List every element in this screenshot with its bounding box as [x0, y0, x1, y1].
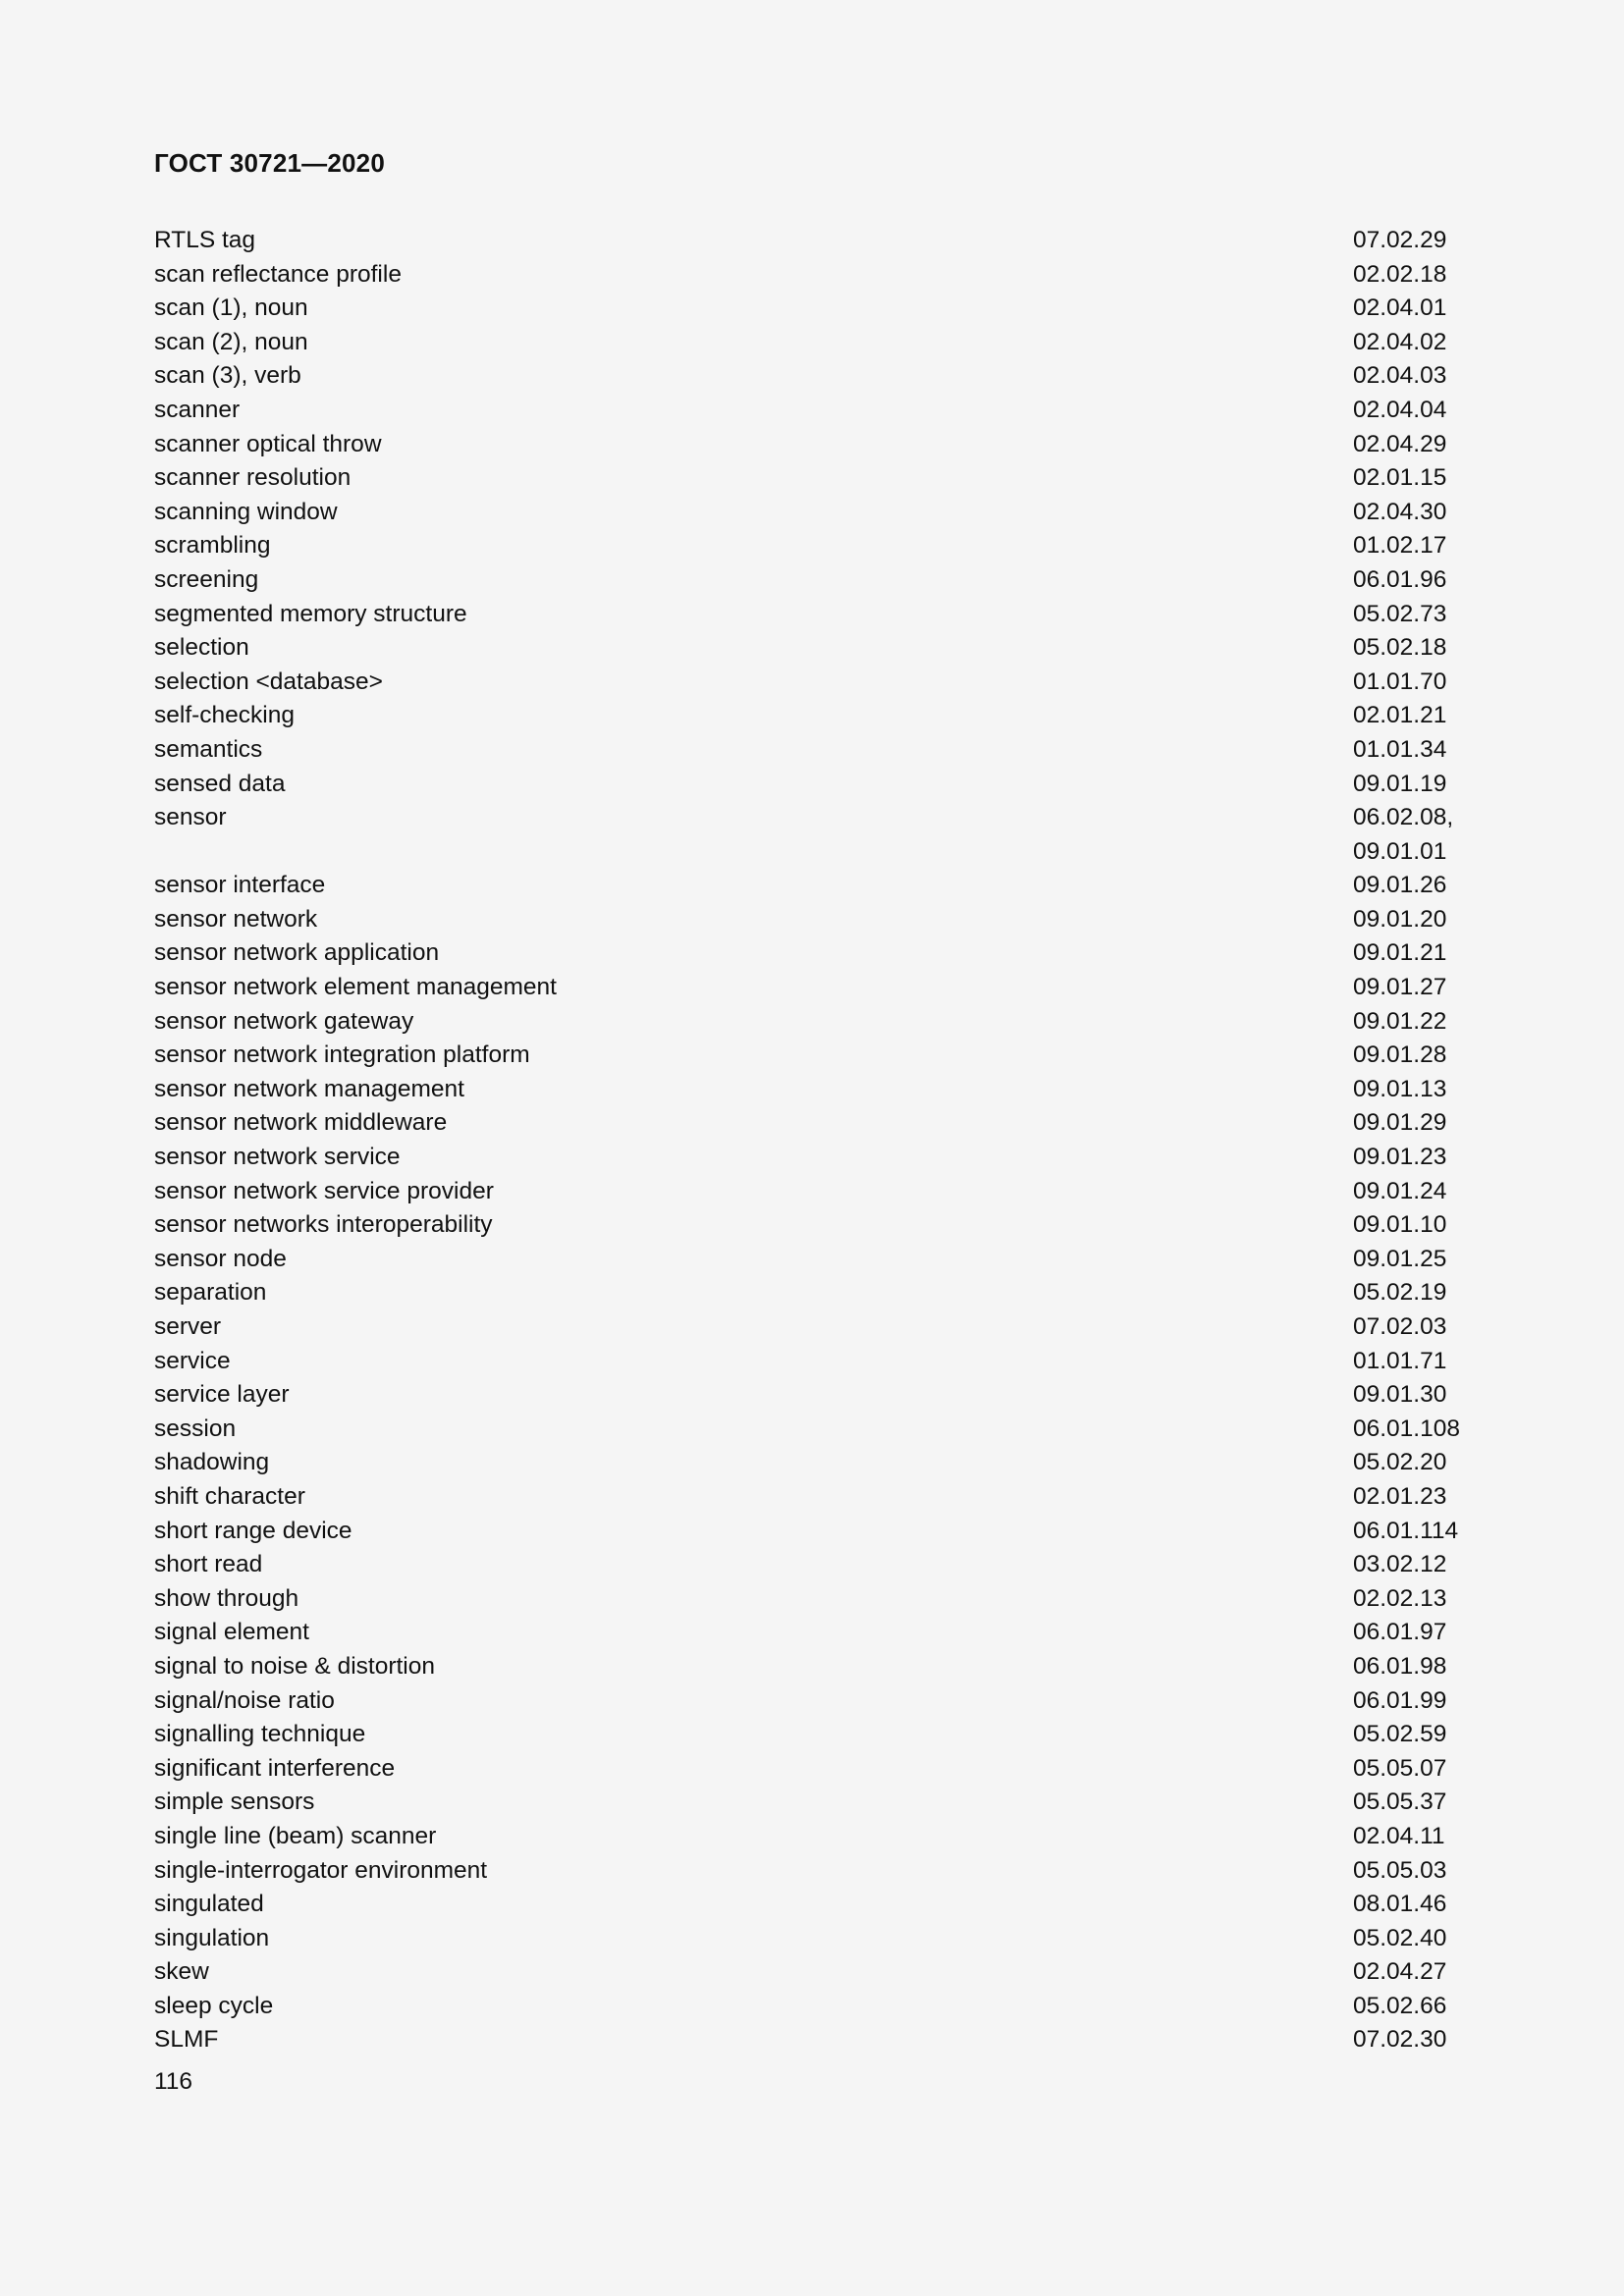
- index-ref-number: 09.01.13: [1353, 1075, 1447, 1102]
- index-ref-number: 02.01.15: [1353, 464, 1447, 492]
- index-ref-number: 09.01.28: [1353, 1041, 1447, 1069]
- index-ref-number: 02.04.29: [1353, 430, 1447, 457]
- index-ref: [1353, 224, 1446, 258]
- index-ref-number: 02.04.30: [1353, 498, 1447, 525]
- index-entry: [154, 1039, 1470, 1073]
- index-ref: [1353, 1175, 1446, 1209]
- index-entry: [154, 699, 1470, 733]
- index-ref-number: 06.01.96: [1353, 565, 1447, 593]
- index-term: skew: [154, 1958, 209, 1986]
- index-ref: [1353, 1446, 1446, 1480]
- index-entry: [154, 1752, 1470, 1787]
- index-ref: [1353, 1141, 1446, 1175]
- index-ref: [1353, 903, 1446, 937]
- index-entry: [154, 1922, 1470, 1956]
- index-ref: [1353, 971, 1446, 1005]
- index-term: scanning window: [154, 498, 338, 525]
- index-ref: [1353, 2023, 1446, 2057]
- index-entry: [154, 1582, 1470, 1617]
- index-term: RTLS tag: [154, 227, 256, 253]
- index-term: singulation: [154, 1924, 270, 1951]
- index-ref: [1353, 666, 1446, 700]
- index-ref: [1353, 326, 1446, 360]
- index-ref: [1353, 1616, 1446, 1650]
- index-term: single line (beam) scanner: [154, 1822, 437, 1849]
- index-term: signal element: [154, 1619, 309, 1646]
- index-ref: [1353, 292, 1446, 326]
- index-ref: [1353, 1854, 1446, 1889]
- index-entry: [154, 768, 1470, 802]
- index-entry: [154, 936, 1470, 971]
- index-ref: [1353, 563, 1446, 598]
- index-ref: [1353, 1480, 1446, 1515]
- index-ref-number: 02.04.02: [1353, 328, 1447, 355]
- page-number: 116: [154, 2068, 193, 2095]
- index-entry: [154, 801, 1470, 869]
- index-term: signalling technique: [154, 1721, 366, 1748]
- index-entry: [154, 2023, 1470, 2057]
- index-ref-number: 05.05.03: [1353, 1856, 1447, 1884]
- index-entry: [154, 1446, 1470, 1480]
- index-entry: [154, 394, 1470, 428]
- index-ref-number: 06.01.97: [1353, 1619, 1447, 1646]
- index-term: self-checking: [154, 702, 295, 729]
- index-ref: [1353, 1582, 1446, 1617]
- index-entry: [154, 971, 1470, 1005]
- index-entry: [154, 631, 1470, 666]
- index-ref: [1353, 801, 1453, 869]
- index-ref: [1353, 869, 1446, 903]
- index-ref-number: 09.01.27: [1353, 974, 1447, 1001]
- index-list: [154, 224, 1470, 2057]
- index-entry: [154, 1888, 1470, 1922]
- index-entry: [154, 1820, 1470, 1854]
- index-ref: [1353, 1243, 1446, 1277]
- index-ref: [1353, 359, 1446, 394]
- index-ref-number: 09.01.24: [1353, 1177, 1447, 1204]
- index-ref-number: 03.02.12: [1353, 1551, 1447, 1578]
- index-ref-number: 05.05.07: [1353, 1754, 1447, 1782]
- index-entry: [154, 428, 1470, 462]
- index-ref-number: 07.02.30: [1353, 2026, 1447, 2054]
- index-entry: [154, 359, 1470, 394]
- index-ref: [1353, 768, 1446, 802]
- index-term: service layer: [154, 1381, 290, 1409]
- index-term: scanner resolution: [154, 464, 352, 492]
- index-entry: [154, 1413, 1470, 1447]
- index-entry: [154, 1310, 1470, 1345]
- index-term: show through: [154, 1584, 299, 1612]
- index-ref: [1353, 1310, 1446, 1345]
- index-term: service: [154, 1347, 231, 1374]
- index-ref: [1353, 1650, 1446, 1684]
- index-ref: [1353, 496, 1446, 530]
- index-entry: [154, 1378, 1470, 1413]
- index-ref-number: 05.02.59: [1353, 1721, 1447, 1748]
- index-ref-number: 02.02.18: [1353, 260, 1447, 288]
- index-term: sensor network management: [154, 1075, 464, 1102]
- index-term: shadowing: [154, 1449, 270, 1476]
- index-term: short read: [154, 1551, 263, 1578]
- index-ref-number: 06.01.98: [1353, 1652, 1447, 1680]
- index-term: server: [154, 1313, 222, 1340]
- index-term: sensor network integration platform: [154, 1041, 530, 1069]
- index-entry: [154, 1073, 1470, 1107]
- index-entry: [154, 666, 1470, 700]
- index-entry: [154, 461, 1470, 496]
- index-ref-number: 05.02.20: [1353, 1449, 1447, 1476]
- index-term: scan (1), noun: [154, 294, 308, 322]
- index-ref: [1353, 1005, 1446, 1040]
- index-term: selection <database>: [154, 667, 383, 695]
- index-ref: [1353, 1786, 1446, 1820]
- index-ref-number: 09.01.20: [1353, 905, 1447, 933]
- index-ref: [1353, 1345, 1446, 1379]
- index-term: signal/noise ratio: [154, 1686, 335, 1714]
- index-term: sensor network service provider: [154, 1177, 494, 1204]
- index-ref-number: 06.02.08,: [1353, 804, 1454, 831]
- index-ref: [1353, 1106, 1446, 1141]
- index-term: shift character: [154, 1482, 305, 1510]
- index-term: separation: [154, 1279, 267, 1307]
- index-ref-number: 07.02.29: [1353, 227, 1447, 253]
- index-entry: [154, 733, 1470, 768]
- index-term: sensor interface: [154, 872, 326, 899]
- index-ref-number: 09.01.25: [1353, 1245, 1447, 1272]
- index-term: sensor: [154, 804, 227, 831]
- index-ref: [1353, 1888, 1446, 1922]
- index-ref-number: 01.01.34: [1353, 735, 1447, 763]
- index-ref: [1353, 1684, 1446, 1719]
- index-entry: [154, 1005, 1470, 1040]
- index-term: scanner optical throw: [154, 430, 382, 457]
- index-entry: [154, 1718, 1470, 1752]
- index-ref-number: 02.01.23: [1353, 1482, 1447, 1510]
- index-term: sensor network middleware: [154, 1109, 448, 1137]
- index-term: SLMF: [154, 2026, 219, 2054]
- index-ref-number-continued: 09.01.01: [1353, 837, 1447, 865]
- index-ref: [1353, 1413, 1460, 1447]
- index-ref: [1353, 1515, 1458, 1549]
- index-entry: [154, 292, 1470, 326]
- index-term: sensor network application: [154, 939, 440, 967]
- index-term: sensor networks interoperability: [154, 1211, 493, 1239]
- index-term: simple sensors: [154, 1789, 315, 1816]
- index-ref-number: 06.01.114: [1353, 1517, 1459, 1544]
- index-entry: [154, 1175, 1470, 1209]
- index-ref-number: 01.01.70: [1353, 667, 1447, 695]
- index-ref: [1353, 1073, 1446, 1107]
- index-term: session: [154, 1415, 237, 1442]
- index-ref-number: 05.02.40: [1353, 1924, 1447, 1951]
- index-entry: [154, 1515, 1470, 1549]
- index-ref-number: 02.02.13: [1353, 1584, 1447, 1612]
- index-term: sensed data: [154, 770, 286, 797]
- index-entry: [154, 1208, 1470, 1243]
- index-term: selection: [154, 634, 249, 662]
- index-entry: [154, 1990, 1470, 2024]
- index-entry: [154, 1616, 1470, 1650]
- index-term: short range device: [154, 1517, 352, 1544]
- index-ref-number: 06.01.99: [1353, 1686, 1447, 1714]
- index-term: scanner: [154, 396, 241, 423]
- index-entry: [154, 1141, 1470, 1175]
- index-entry: [154, 529, 1470, 563]
- index-term: sensor network: [154, 905, 318, 933]
- index-ref-number: 07.02.03: [1353, 1313, 1447, 1340]
- page-header: ГОСТ 30721—2020: [154, 148, 385, 178]
- index-ref-number: 02.01.21: [1353, 702, 1447, 729]
- index-entry: [154, 598, 1470, 632]
- index-entry: [154, 1243, 1470, 1277]
- index-entry: [154, 496, 1470, 530]
- index-term: semantics: [154, 735, 263, 763]
- index-term: singulated: [154, 1891, 264, 1918]
- index-term: sleep cycle: [154, 1992, 274, 2019]
- index-term: scrambling: [154, 532, 271, 560]
- index-term: sensor node: [154, 1245, 287, 1272]
- index-ref-number: 05.02.73: [1353, 600, 1447, 627]
- index-ref-number: 09.01.26: [1353, 872, 1447, 899]
- index-term: scan (3), verb: [154, 362, 301, 390]
- index-ref-number: 08.01.46: [1353, 1891, 1447, 1918]
- index-ref-number: 05.02.18: [1353, 634, 1447, 662]
- index-term: sensor network gateway: [154, 1007, 414, 1035]
- index-entry: [154, 903, 1470, 937]
- index-ref: [1353, 1955, 1446, 1990]
- index-ref: [1353, 598, 1446, 632]
- index-term: scan (2), noun: [154, 328, 308, 355]
- index-ref-number: 09.01.23: [1353, 1144, 1447, 1171]
- index-entry: [154, 1684, 1470, 1719]
- index-ref-number: 09.01.30: [1353, 1381, 1447, 1409]
- index-term: screening: [154, 565, 259, 593]
- index-term: signal to noise & distortion: [154, 1652, 435, 1680]
- index-ref: [1353, 1752, 1446, 1787]
- index-ref: [1353, 1378, 1446, 1413]
- index-entry: [154, 1276, 1470, 1310]
- index-ref: [1353, 1548, 1446, 1582]
- index-entry: [154, 563, 1470, 598]
- index-entry: [154, 258, 1470, 293]
- index-ref-number: 02.04.03: [1353, 362, 1447, 390]
- index-ref-number: 05.05.37: [1353, 1789, 1447, 1816]
- index-entry: [154, 869, 1470, 903]
- index-ref: [1353, 1039, 1446, 1073]
- index-ref-number: 02.04.04: [1353, 396, 1447, 423]
- index-ref: [1353, 733, 1446, 768]
- index-entry: [154, 1786, 1470, 1820]
- index-ref: [1353, 394, 1446, 428]
- index-ref-number: 06.01.108: [1353, 1415, 1460, 1442]
- index-entry: [154, 1854, 1470, 1889]
- index-term: scan reflectance profile: [154, 260, 402, 288]
- index-ref: [1353, 1922, 1446, 1956]
- index-ref-number: 09.01.19: [1353, 770, 1447, 797]
- index-entry: [154, 1480, 1470, 1515]
- index-entry: [154, 1548, 1470, 1582]
- index-entry: [154, 1345, 1470, 1379]
- index-ref-number: 02.04.01: [1353, 294, 1447, 322]
- index-ref-number: 09.01.21: [1353, 939, 1447, 967]
- index-ref: [1353, 258, 1446, 293]
- index-ref-number: 09.01.22: [1353, 1007, 1447, 1035]
- index-ref: [1353, 428, 1446, 462]
- index-entry: [154, 1106, 1470, 1141]
- index-term: single-interrogator environment: [154, 1856, 488, 1884]
- index-ref: [1353, 1276, 1446, 1310]
- index-ref-number: 01.02.17: [1353, 532, 1447, 560]
- index-ref-number: 09.01.29: [1353, 1109, 1447, 1137]
- index-ref-number: 05.02.66: [1353, 1992, 1447, 2019]
- index-term: sensor network element management: [154, 974, 557, 1001]
- index-ref: [1353, 529, 1446, 563]
- index-ref: [1353, 1820, 1445, 1854]
- index-ref-number: 01.01.71: [1353, 1347, 1447, 1374]
- index-ref: [1353, 1718, 1446, 1752]
- index-ref: [1353, 461, 1446, 496]
- index-ref-number: 02.04.11: [1353, 1822, 1445, 1849]
- index-entry: [154, 224, 1470, 258]
- index-ref-number: 09.01.10: [1353, 1211, 1447, 1239]
- index-term: sensor network service: [154, 1144, 401, 1171]
- index-entry: [154, 1955, 1470, 1990]
- index-ref-number: 05.02.19: [1353, 1279, 1447, 1307]
- index-entry: [154, 1650, 1470, 1684]
- index-entry: [154, 326, 1470, 360]
- index-ref: [1353, 631, 1446, 666]
- index-term: segmented memory structure: [154, 600, 467, 627]
- index-term: significant interference: [154, 1754, 396, 1782]
- index-ref: [1353, 1990, 1446, 2024]
- index-ref: [1353, 936, 1446, 971]
- index-ref: [1353, 699, 1446, 733]
- index-ref: [1353, 1208, 1446, 1243]
- index-ref-number: 02.04.27: [1353, 1958, 1447, 1986]
